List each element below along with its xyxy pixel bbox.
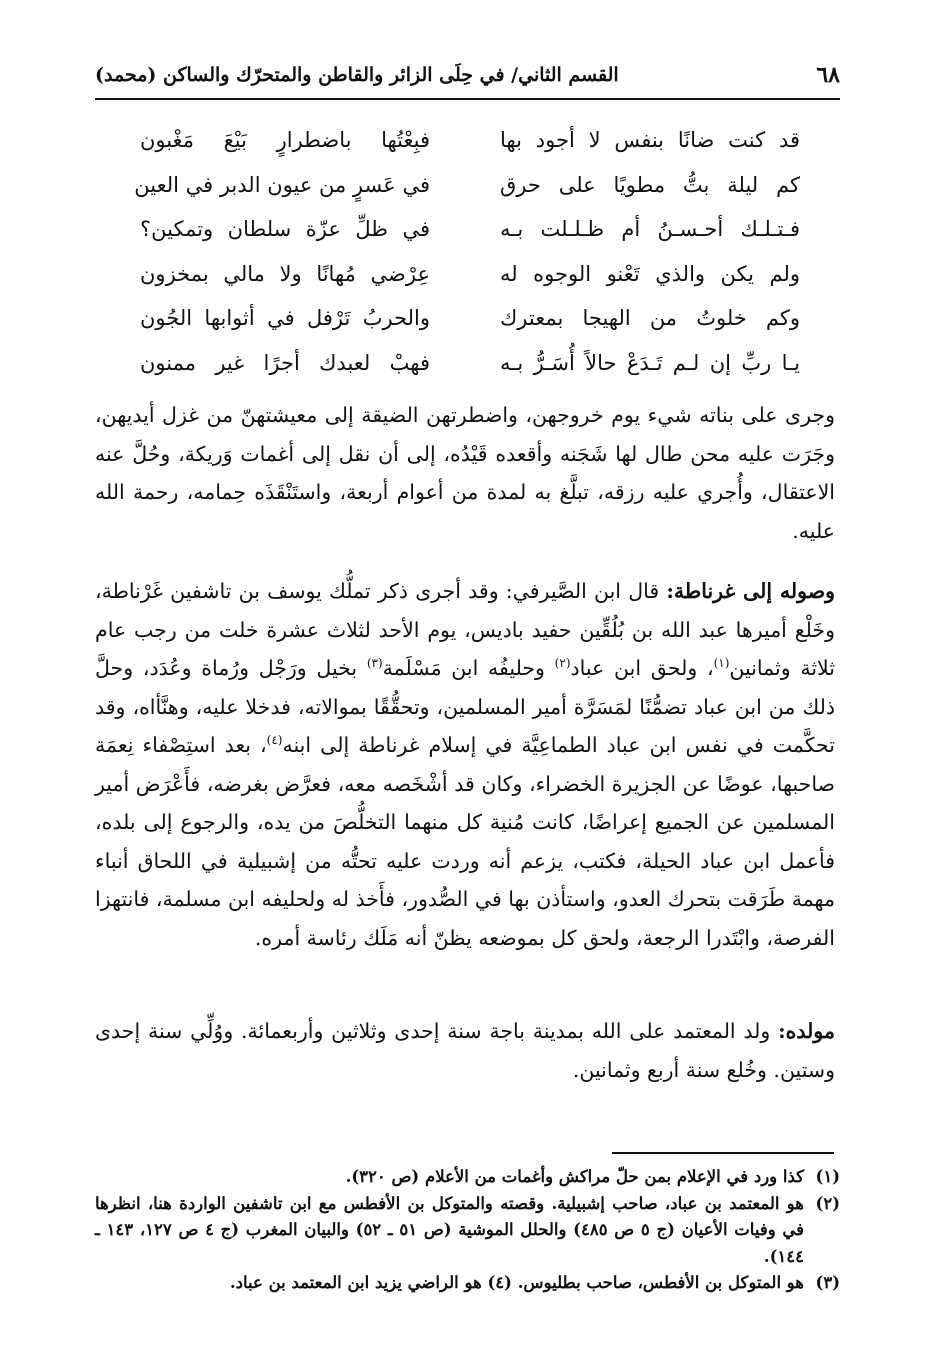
paragraph-text: وجرى على بناته شيء يوم خروجهن، واضطرتهن الضيقة إلى معيشتهنّ من غزل أيديهن، وجَرَت عليه محن طال لها شَجَنه وأقعده قَيْدُه، إلى أن نقل إلى أغمات وَريكة، وحُلَّ عنه الاعتقال، وأُجري عليه رزقه، تبلَّغ به لمدة من أعوام أربعة، واستَنْقَذَه حِمامه، رحمة الله عليه. xyxy=(95,403,835,543)
text-run: قال ابن الصَّيرفي: وقد أجرى ذكر تملُّك يوسف بن تاشفين غَرْناطة، وخَلْع أميرها عبد الله بن بُلُقِّين حفيد باديس، يوم الأحد لثلاث عشرة خلت من رجب عام ثلاثة وثمانين xyxy=(95,579,835,680)
section-heading: وصوله إلى غرناطة: xyxy=(666,579,835,603)
text-run: بخيل ورَجْل ورُماة وعُدَد، وحلَّ ذلك من ابن عباد تضمُّنًا لمَسَرَّة أمير المسلمين، وتحقُّقًا بموالاته، فدخلا عليه، وهنَّأاه، وقد تحكَّمت في نفس ابن عباد الطماعِيَّة في إسلام غرناطة إلى ابنه xyxy=(95,656,835,757)
poem xyxy=(134,118,800,385)
verse xyxy=(140,118,800,163)
page-header xyxy=(95,58,840,98)
verse-second-hemistich: في عَسرٍ من عيون الدبر في العين xyxy=(134,172,430,197)
text-run: وحليفُه ابن مَسْلَمة xyxy=(382,656,555,680)
verse xyxy=(140,296,800,341)
verse-second-hemistich: فهبْ لعبدك أجرًا غير ممنون xyxy=(140,350,430,375)
footnote-number: (١) xyxy=(815,1167,840,1186)
footnote-text: كذا ورد في الإعلام بمن حلّ مراكش وأغمات من الأعلام (ص ٣٢٠). xyxy=(345,1167,804,1186)
verse-second-hemistich: والحربُ تَرْفل في أثوابها الجُون xyxy=(140,306,430,330)
paragraph-text xyxy=(95,1012,835,1089)
footnote xyxy=(95,1164,840,1191)
footnote-ref[interactable]: (١) xyxy=(713,656,730,671)
footnote-text: هو المعتمد بن عباد، صاحب إشبيلية. وقصته والمتوكل بن الأفطس مع ابن تاشفين الواردة هنا، انظرها في وفيات الأعيان (ج ٥ ص ٤٨٥) والحلل الموشية (ص ٥١ ـ ٥٢) والبيان المغرب (ج ٤ ص ١٢٧، ١٤٣ ـ ١٤٤). xyxy=(95,1193,805,1266)
footnote xyxy=(95,1191,840,1271)
header-rule xyxy=(95,98,840,100)
text-run: ، ولحق ابن عباد xyxy=(570,656,714,680)
footnote-ref[interactable]: (٣) xyxy=(366,656,383,671)
verse xyxy=(140,207,800,252)
verse-first-hemistich: قد كنت ضانًا بنفس لا أجود بها xyxy=(500,128,800,152)
section-birth xyxy=(95,1012,835,1089)
page-number: ٦٨ xyxy=(816,62,840,88)
verse-first-hemistich: ولم يكن والذي تَعْنو الوجوه له xyxy=(500,261,800,286)
footnote-number: (٢) xyxy=(815,1193,840,1213)
footnote-text: هو المتوكل بن الأفطس، صاحب بطليوس. (٤) هو الراضي يزيد ابن المعتمد بن عباد. xyxy=(229,1273,804,1292)
footnote-ref[interactable]: (٤) xyxy=(266,733,283,748)
verse-first-hemistich: يـا ربِّ إن لـم تَـدَعْ حالاً أُسَـرُّ بـه xyxy=(500,350,800,375)
verse xyxy=(134,163,800,208)
footnote xyxy=(95,1270,840,1297)
running-title: القسم الثاني/ في حِلَى الزائر والقاطن والمتحرّك والساكن (محمد) xyxy=(95,64,619,86)
text-run: ، بعد استِصْفاء نِعمَة صاحبها، عوضًا عن الجزيرة الخضراء، وكان قد أشْخَصه معه، فعرَّض بغرضه، فأَعْرَض أمير المسلمين عن الجميع إعراضًا، كانت مُنية كل منهما التخلُّصَ من يده، والرجوع إلى بلده، فأعمل ابن عباد الحيلة، فكتب، يزعم أنه وردت عليه تحتُّه من إشبيلية في اللحاق أنباء مهمة طَرَقت بتحرك العدو، واستأذن بها في الصُّدور، فأَخذ له ولحليفه ابن مسلمة، فانتهزا الفرصة، وابْتَدرا الرجعة، ولحق كل بموضعه يظنّ أنه مَلَك رئاسة أمره. xyxy=(95,733,835,950)
verse xyxy=(140,252,800,297)
footnote-number: (٣) xyxy=(815,1273,840,1292)
verse-first-hemistich: وكم خلوتُ من الهيجا بمعترك xyxy=(500,306,800,330)
section-arrival-granada xyxy=(95,572,835,957)
footnotes xyxy=(95,1164,840,1297)
footnote-rule xyxy=(612,1152,834,1154)
verse-first-hemistich: فـتـلـك أحـسـنُ أم ظـلـلت بـه xyxy=(500,217,800,241)
verse-second-hemistich: فبِعْتُها باضطرارٍ بَيْعَ مَغْبون xyxy=(140,128,430,152)
verse xyxy=(140,341,800,386)
verse-second-hemistich: عِرْضي مُهانًا ولا مالي بمخزون xyxy=(140,261,430,286)
verse-first-hemistich: كم ليلة بتُّ مطويًا على حرق xyxy=(500,172,800,197)
paragraph-text xyxy=(95,572,835,957)
text-run: ولد المعتمد على الله بمدينة باجة سنة إحدى وثلاثين وأربعمائة. ووُلِّي سنة إحدى وستين. وخُلع سنة أربع وثمانين. xyxy=(95,1019,835,1082)
paragraph-imprisonment xyxy=(95,396,835,550)
section-heading: مولده: xyxy=(778,1019,835,1043)
footnote-ref[interactable]: (٢) xyxy=(554,656,571,671)
verse-second-hemistich: في ظلِّ عزّة سلطان وتمكين؟ xyxy=(140,217,430,241)
